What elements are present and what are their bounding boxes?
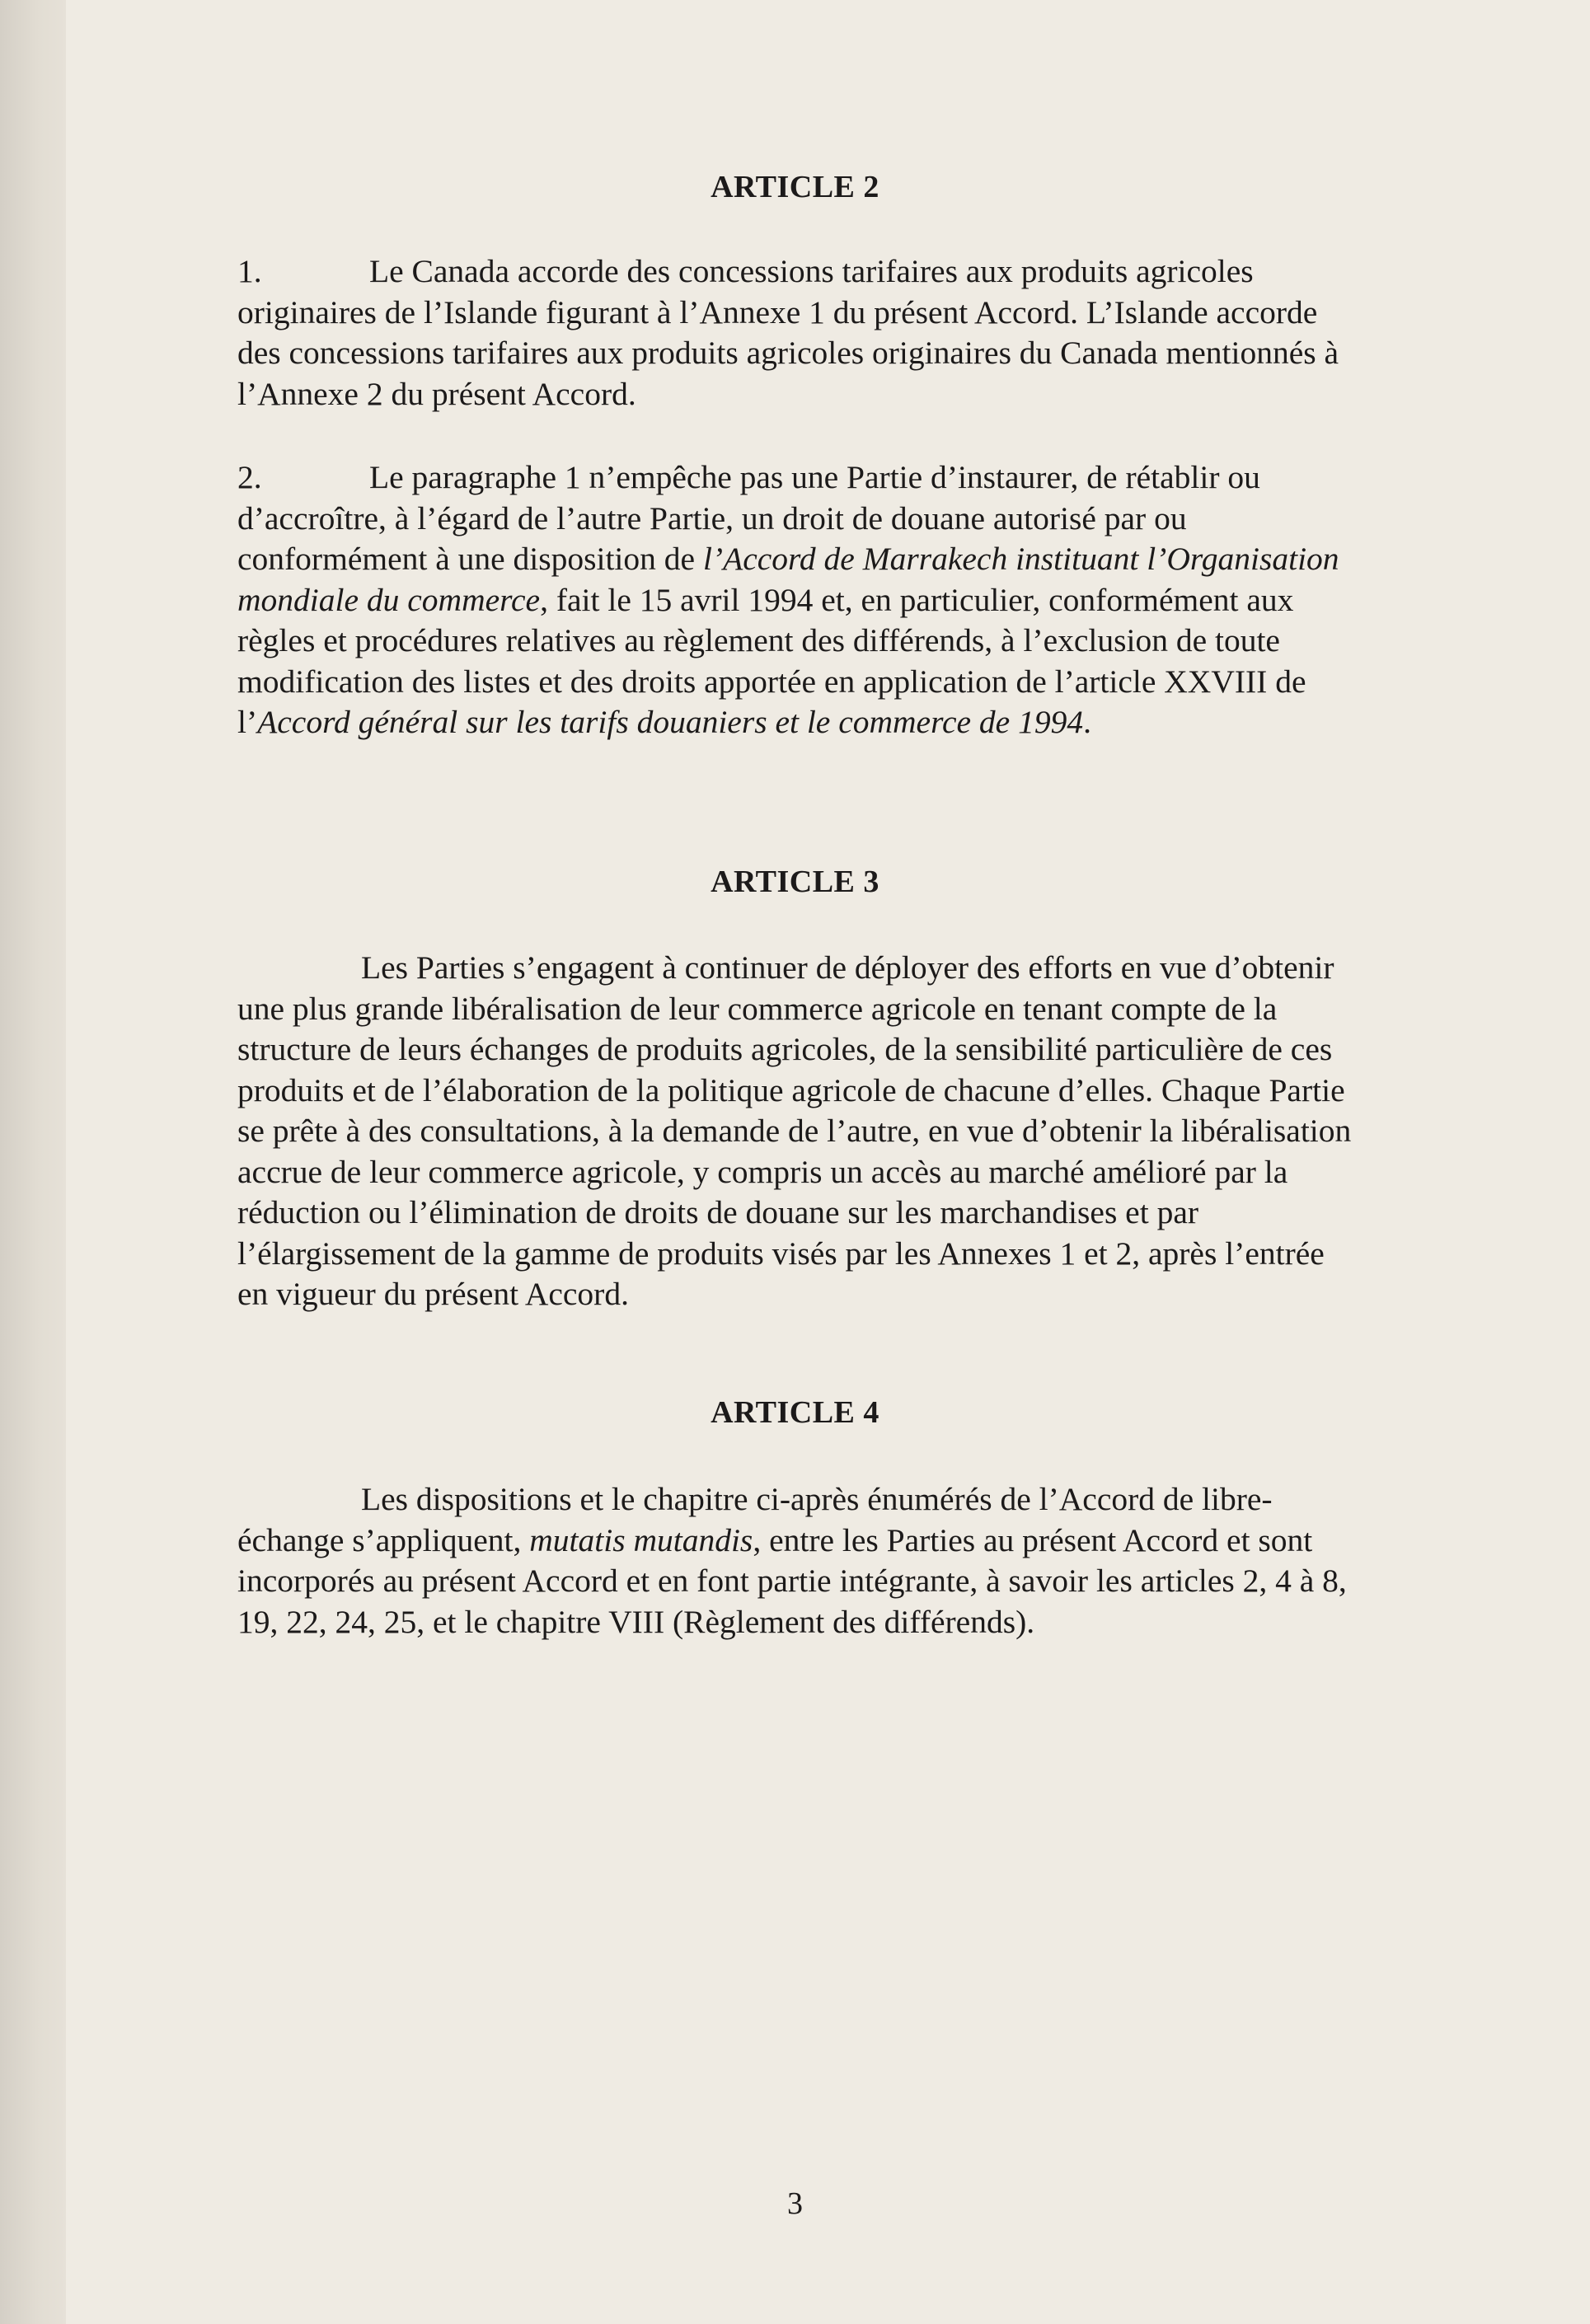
- paragraph-text: Le Canada accorde des concessions tarifaires aux produits agricoles originaires de l’Islande figurant à l’Annexe 1 du présent Accord. L’Islande accorde des concessions tarifaires aux produits agricoles originaires du Canada mentionnés à l’Annexe 2 du présent Accord.: [237, 253, 1339, 412]
- paragraph-text: Les Parties s’engagent à continuer de déployer des efforts en vue d’obtenir une plus grande libéralisation de leur commerce agricole en tenant compte de la structure de leurs échanges de produits agricoles, de la sensibilité particulière de ces produits et de l’élaboration de la politique agricole de chacune d’elles. Chaque Partie se prête à des consultations, à la demande de l’autre, en vue d’obtenir la libéralisation accrue de leur commerce agricole, y compris un accès au marché amélioré par la réduction ou l’élimination de droits de douane sur les marchandises et par l’élargissement de la gamme de produits visés par les Annexes 1 et 2, après l’entrée en vigueur du présent Accord.: [237, 949, 1352, 1312]
- article-4-heading: ARTICLE 4: [711, 1395, 879, 1430]
- paragraph-text: Les dispositions et le chapitre ci-après énumérés de l’Accord de libre-échange s’appliquent,: [237, 1481, 1273, 1558]
- article-4-paragraph: [237, 1479, 1358, 1642]
- article-3-paragraph: [237, 948, 1358, 1315]
- article-2-paragraph-1: [237, 251, 1358, 415]
- treaty-title-italic: l’Accord de Marrakech instituant l’Organisation mondiale du commerce: [237, 541, 1339, 618]
- paragraph-text: Le paragraphe 1 n’empêche pas une Partie d’instaurer, de rétablir ou d’accroître, à l’égard de l’autre Partie, un droit de douane autorisé par ou conformément à une disposition de: [237, 459, 1260, 577]
- article-2-paragraph-2: [237, 457, 1358, 743]
- paragraph-text: , fait le 15 avril 1994 et, en particulier, conformément aux règles et procédures relatives au règlement des différends, à l’exclusion de toute modification des listes et des droits apportée en application de l’article XXVIII de: [237, 581, 1306, 700]
- article-3-heading: ARTICLE 3: [711, 864, 879, 899]
- paragraph-number: 2.: [237, 459, 262, 495]
- paragraph-number: 1.: [237, 253, 262, 289]
- paragraph-text: .: [1083, 704, 1091, 740]
- paragraph-text: l’: [237, 704, 258, 740]
- page-number: 3: [787, 2186, 803, 2221]
- gatt-title-italic: Accord général sur les tarifs douaniers et le commerce de 1994: [257, 704, 1084, 740]
- latin-phrase-italic: mutatis mutandis: [529, 1521, 753, 1558]
- paragraph-text: , entre les Parties au présent Accord et sont incorporés au présent Accord et en font partie intégrante, à savoir les articles 2, 4 à 8, 19, 22, 24, 25, et le chapitre VIII (Règlement des différends).: [237, 1521, 1347, 1640]
- article-2-heading: ARTICLE 2: [711, 170, 879, 204]
- page-edge: [0, 0, 66, 2324]
